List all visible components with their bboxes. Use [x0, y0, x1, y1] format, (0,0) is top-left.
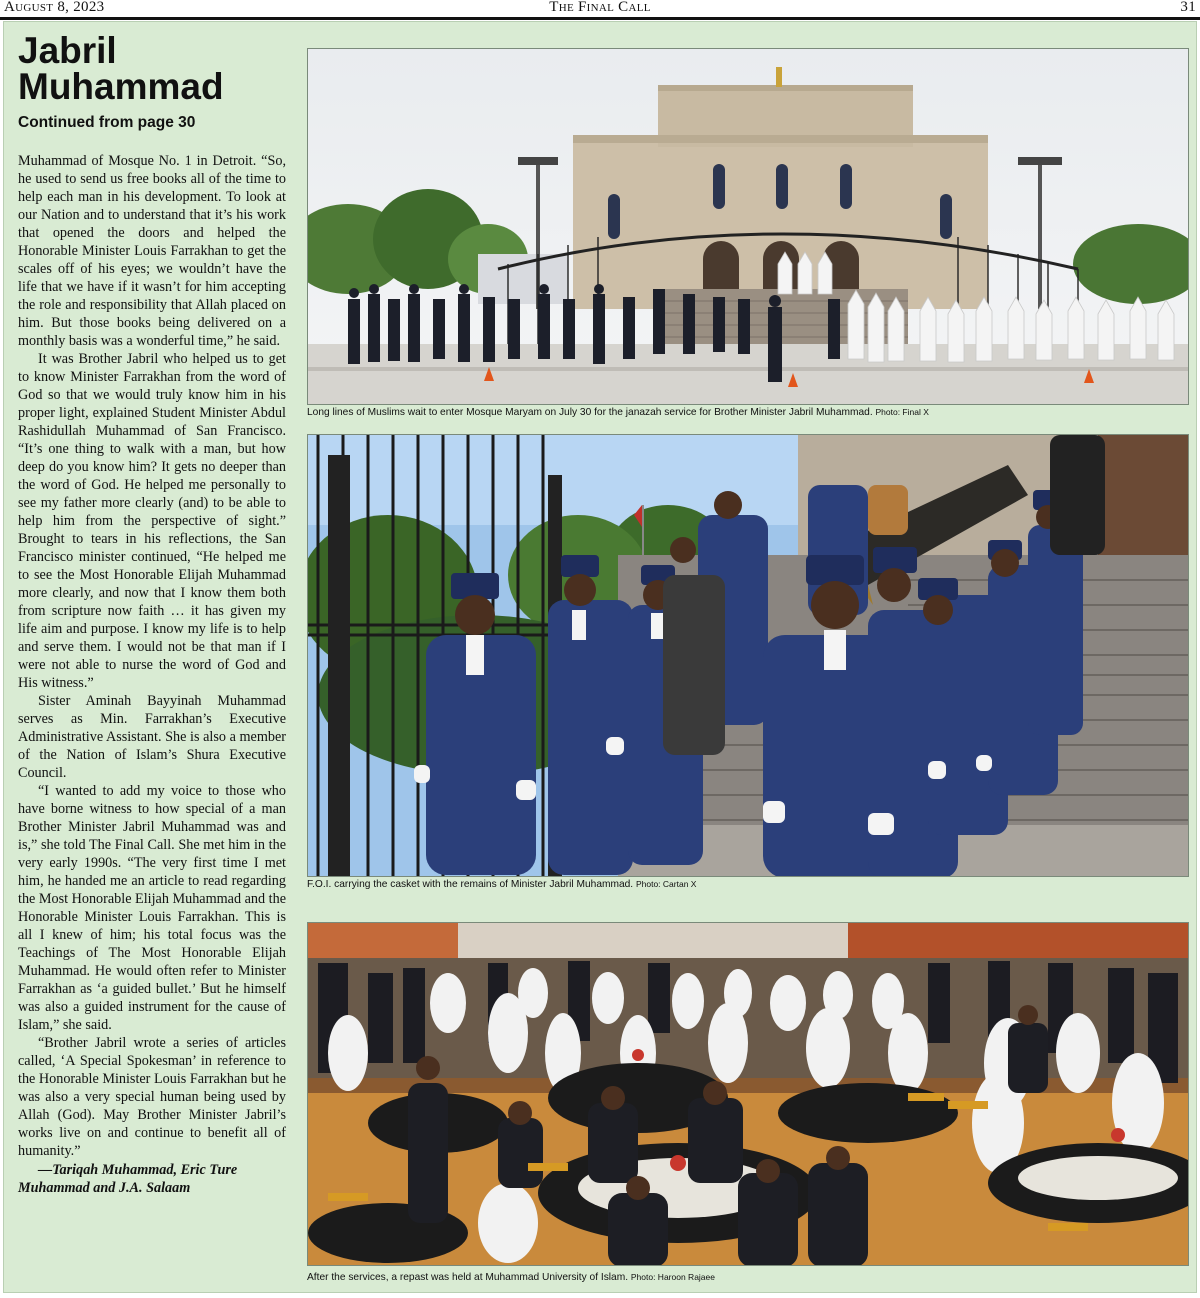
page-number: 31	[1180, 0, 1196, 15]
article-paragraph: “Brother Jabril wrote a series of articles called, ‘A Special Spokesman’ in reference to the Honorable Minister Louis Farrakhan but he was also a very special human being used by Allah (God). May Brother Minister Jabril’s works live on and continue to benefit all of humanity.”	[18, 1035, 286, 1159]
masthead	[0, 0, 1200, 18]
mosque-exterior-photo	[307, 48, 1189, 405]
article-headline: Jabril Muhammad	[18, 30, 224, 107]
photo-credit: Photo: Haroon Rajaee	[630, 1272, 715, 1282]
masthead-rule	[0, 17, 1200, 20]
article-byline: —Tariqah Muhammad, Eric Ture Muhammad and J.A. Salaam	[18, 1162, 238, 1196]
article-paragraph: Sister Aminah Bayyinah Muhammad serves as Min. Farrakhan’s Executive Administrative Assistant. She is also a member of the Nation of Islam’s Shura Executive Council.	[18, 693, 286, 781]
article-paragraph: It was Brother Jabril who helped us to get to know Minister Farrakhan from the word of God so that we would truly know him in his proper light, explained Student Minister Abdul Rashidullah Muhammad of San Francisco. “It’s one thing to walk with a man, but how deep do you know him? It gets no deeper than the word of God. He helped me personally to see my father more clearly (and) to be able to help him from the perspective of sight.” Brought to tears in his reflections, the San Francisco minister continued, “He helped me to see the Most Honorable Elijah Muhammad more clearly, and now that I know them both from scripture now faith … it has given my life aim and purpose. I know my life is to help and serve them. I would not be that man if I were not able to nurse the word of God and His witness.”	[18, 351, 286, 691]
photo-caption	[307, 407, 929, 418]
photo-caption	[307, 879, 696, 890]
photo-caption	[307, 1272, 715, 1283]
repast-photo	[307, 922, 1189, 1266]
continued-from-label: Continued from page 30	[18, 114, 196, 131]
caption-text: Long lines of Muslims wait to enter Mosque Maryam on July 30 for the janazah service for Brother Minister Jabril Muhammad.	[307, 407, 873, 418]
foi-casket-photo	[307, 434, 1189, 877]
photo-credit: Photo: Final X	[875, 407, 929, 417]
article-paragraph: “I wanted to add my voice to those who have borne witness to how special of a man Brother Minister Jabril Muhammad was and is,” she told The Final Call. She met him in the very early 1990s. “The very first time I met him, he handed me an article to read regarding the Most Honorable Elijah Muhammad and the Honorable Minister Louis Farrakhan. This is all I knew of him; his total focus was the Teachings of The Most Honorable Elijah Muhammad. He would often refer to Minister Farrakhan as ‘a guided bullet.’ But he himself was also a guided instrument for the cause of Islam,” she said.	[18, 783, 286, 1033]
photo-credit: Photo: Cartan X	[635, 879, 697, 889]
caption-text: After the services, a repast was held at Muhammad University of Islam.	[307, 1272, 629, 1283]
article-paragraph: Muhammad of Mosque No. 1 in Detroit. “So, he used to send us free books all of the time to help each man in his development. To look at our Nation and to understand that it’s his work that opened the doors and helped the Honorable Minister Louis Farrakhan to get the scales off of his eyes; we wouldn’t have the life that we have if it wasn’t for him accepting the role and responsibility that Allah placed on him. But those books being delivered on a monthly basis was a wonderful time,” he said.	[18, 153, 286, 349]
publication-name: The Final Call	[549, 0, 651, 15]
caption-text: F.O.I. carrying the casket with the remains of Minister Jabril Muhammad.	[307, 879, 634, 890]
issue-date: August 8, 2023	[4, 0, 105, 15]
article-body	[18, 152, 286, 1197]
